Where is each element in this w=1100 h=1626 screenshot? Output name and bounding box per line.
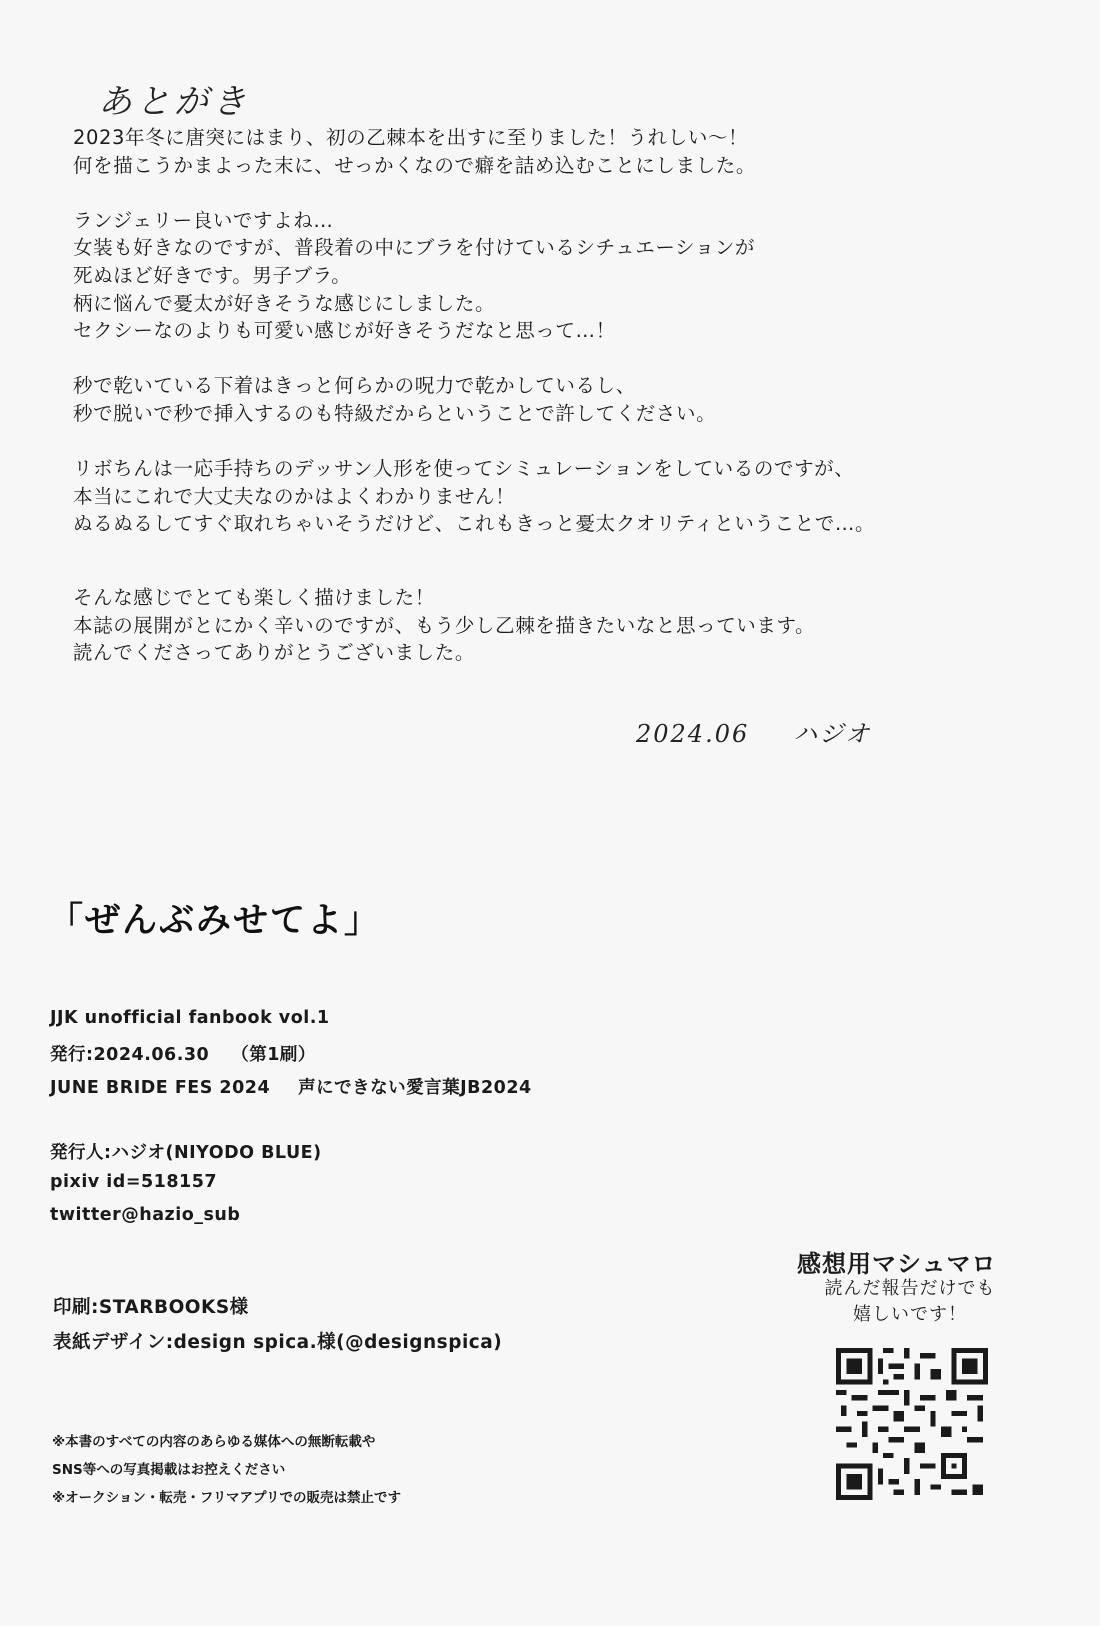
afterword-paragraph xyxy=(73,372,1053,427)
marshmallow-title: 感想用マシュマロ xyxy=(797,1250,997,1278)
notice-line: ※本書のすべての内容のあらゆる媒体への無断転載や xyxy=(52,1434,376,1450)
notice-line: SNS等への写真掲載はお控えください xyxy=(52,1462,286,1478)
qr-code-icon[interactable] xyxy=(836,1348,988,1500)
event-name: JUNE BRIDE FES 2024 xyxy=(50,1078,271,1098)
series-line: JJK unofficial fanbook vol.1 xyxy=(50,1008,330,1028)
text-line: リボちんは一応手持ちのデッサン人形を使ってシミュレーションをしているのですが、 xyxy=(73,457,855,481)
afterword-paragraph xyxy=(73,584,1053,667)
text-line: ランジェリー良いですよね… xyxy=(73,208,334,232)
issue-line xyxy=(50,1041,316,1066)
text-line: 本当にこれで大丈夫なのかはよくわかりません！ xyxy=(73,484,516,508)
text-line: 2023年冬に唐突にはまり、初の乙棘本を出すに至りました！うれしい〜！ xyxy=(73,126,749,149)
event-line xyxy=(50,1074,532,1099)
marshmallow-line: 読んだ報告だけでも xyxy=(824,1278,996,1299)
text-line: 柄に悩んで憂太が好きそうな感じにしました。 xyxy=(73,291,496,315)
event-sub: 声にできない愛言葉JB2024 xyxy=(298,1078,532,1098)
afterword-body xyxy=(73,124,1053,667)
text-line: そんな感じでとても楽しく描けました！ xyxy=(73,585,435,609)
afterword-paragraph xyxy=(73,455,1053,538)
text-line: 本誌の展開がとにかく辛いのですが、もう少し乙棘を描きたいなと思っています。 xyxy=(73,613,816,637)
signature-date: 2024.06 xyxy=(636,720,750,748)
edition: （第1刷） xyxy=(231,1045,316,1065)
text-line: 読んでくださってありがとうございました。 xyxy=(73,641,476,665)
marshmallow-line: 嬉しいです！ xyxy=(853,1304,967,1325)
printer: 印刷:STARBOOKS様 xyxy=(53,1297,249,1318)
text-line: セクシーなのよりも可愛い感じが好きそうだなと思って…！ xyxy=(73,319,616,343)
cover-design: 表紙デザイン:design spica.様(@designspica) xyxy=(53,1332,503,1353)
afterword-title: あとがき xyxy=(98,82,250,122)
text-line: 死ぬほど好きです。男子ブラ。 xyxy=(73,263,352,287)
afterword-paragraph xyxy=(73,207,1053,345)
afterword-paragraph xyxy=(73,124,1053,179)
twitter-handle: twitter@hazio_sub xyxy=(50,1205,241,1225)
text-line: 秒で脱いで秒で挿入するのも特級だからということで許してください。 xyxy=(73,401,717,425)
publisher: 発行人:ハジオ(NIYODO BLUE) xyxy=(50,1143,322,1163)
issue-date: 発行:2024.06.30 xyxy=(50,1045,210,1065)
text-line: ぬるぬるしてすぐ取れちゃいそうだけど、これもきっと憂太クオリティということで…。 xyxy=(73,512,876,536)
signature xyxy=(636,714,871,749)
marshmallow-message xyxy=(790,1276,1030,1328)
text-line: 女装も好きなのですが、普段着の中にブラを付けているシチュエーションが xyxy=(73,236,756,260)
text-line: 何を描こうかまよった末に、せっかくなので癖を詰め込むことにしました。 xyxy=(73,153,757,177)
text-line: 秒で乾いている下着はきっと何らかの呪力で乾かしているし、 xyxy=(73,374,636,398)
signature-name: ハジオ xyxy=(793,720,872,748)
book-title: 「ぜんぶみせてよ」 xyxy=(48,901,382,941)
pixiv-id: pixiv id=518157 xyxy=(50,1172,218,1192)
notice-line: ※オークション・転売・フリマアプリでの販売は禁止です xyxy=(52,1490,402,1506)
